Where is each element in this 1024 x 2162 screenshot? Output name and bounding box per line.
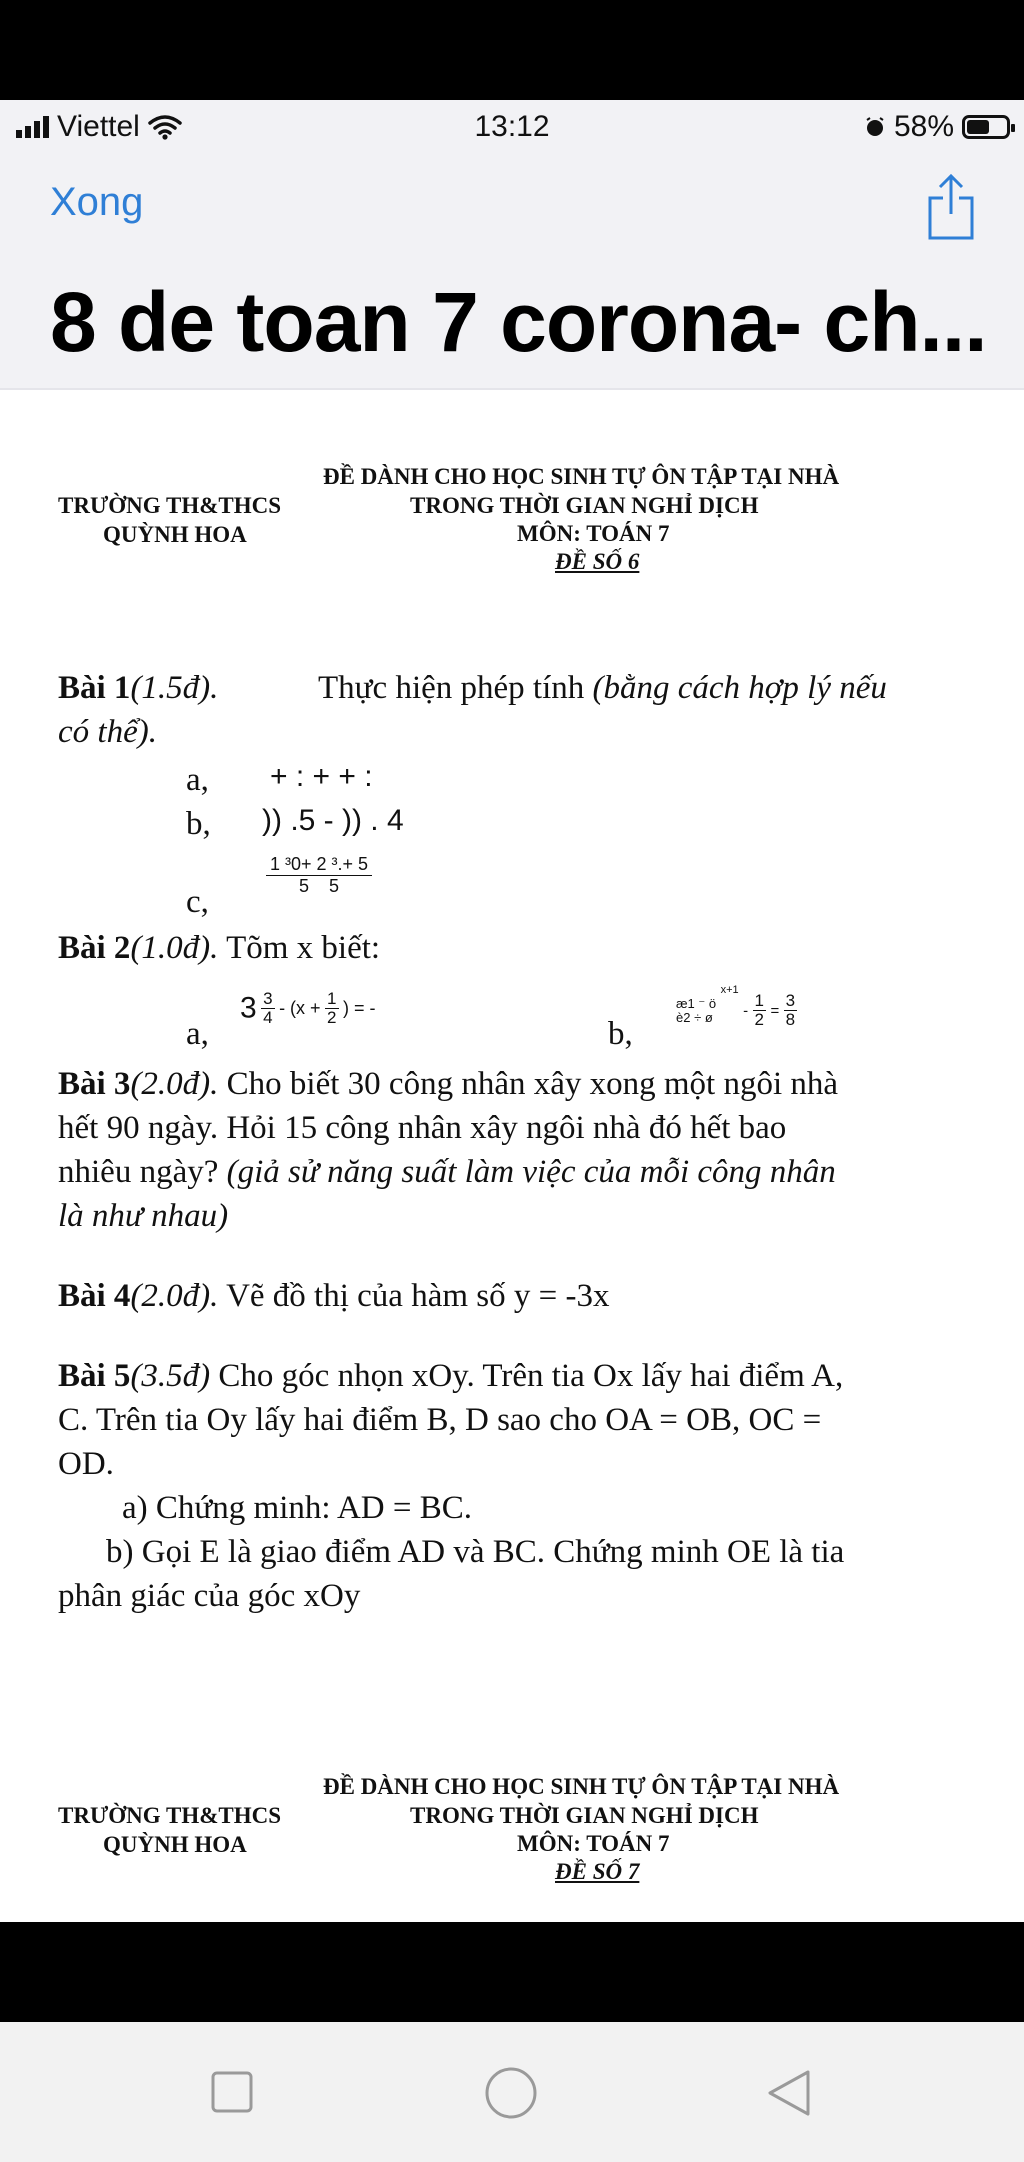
status-time: 13:12 bbox=[474, 110, 550, 143]
bai1-label: Bài 1 bbox=[58, 670, 131, 706]
bai2-b-frac1 bbox=[753, 992, 766, 1029]
alarm-icon bbox=[864, 116, 886, 138]
home-icon[interactable] bbox=[484, 2066, 538, 2120]
bai3-label: Bài 3 bbox=[58, 1066, 131, 1102]
bottom-letterbox bbox=[0, 1922, 1024, 2022]
bai2-b-frac1-den: 2 bbox=[754, 1010, 764, 1030]
exam-header-line2: TRONG THỜI GIAN NGHỈ DỊCH bbox=[410, 493, 759, 518]
bai1-b-label: b, bbox=[186, 806, 211, 842]
bai2-a-label: a, bbox=[186, 1016, 209, 1052]
bai2-a-expr bbox=[240, 990, 375, 1027]
bai3-text3a: nhiêu ngày? bbox=[58, 1154, 219, 1190]
battery-group bbox=[864, 110, 1010, 144]
carrier-name: Viettel bbox=[57, 110, 140, 143]
bai1-a-expr: + : + + : bbox=[270, 760, 373, 793]
bai5-part-b2: phân giác của góc xOy bbox=[58, 1578, 361, 1614]
bai2-b-frac2 bbox=[784, 992, 797, 1029]
exam-header-line1-2: ĐỀ DÀNH CHO HỌC SINH TỰ ÔN TẬP TẠI NHÀ bbox=[323, 1774, 840, 1799]
bai2-a-base: 3 bbox=[240, 991, 257, 1025]
exam-number-2: ĐỀ SỐ 7 bbox=[555, 1859, 640, 1884]
bai4-text: Vẽ đồ thị của hàm số y = -3x bbox=[226, 1278, 610, 1314]
bai1-instruction bbox=[318, 670, 887, 707]
bai2-b-frac1-num: 1 bbox=[754, 991, 764, 1011]
bai1-note: (bằng cách hợp lý nếu bbox=[592, 670, 887, 706]
page-title: 8 de toan 7 corona- ch... bbox=[50, 275, 987, 369]
bai1-b-expr: )) .5 - )) . 4 bbox=[262, 804, 404, 837]
bai5-line2: C. Trên tia Oy lấy hai điểm B, D sao cho OA = OB, OC = bbox=[58, 1402, 822, 1438]
bai5-text1: Cho góc nhọn xOy. Trên tia Ox lấy hai điểm A, bbox=[218, 1358, 844, 1394]
bai5-line1 bbox=[58, 1358, 843, 1395]
bai5-points: (3.5đ) bbox=[130, 1358, 211, 1394]
bai5-part-b1: b) Gọi E là giao điểm AD và BC. Chứng minh OE là tia bbox=[106, 1534, 845, 1570]
bai2-a-frac1-den: 4 bbox=[263, 1008, 273, 1027]
android-nav-bar bbox=[0, 2022, 1024, 2162]
bai1-c-denominator: 5 5 bbox=[299, 876, 340, 896]
school-name-line1: TRƯỜNG TH&THCS bbox=[58, 493, 282, 518]
bai2-a-frac2-num: 1 bbox=[327, 989, 337, 1008]
bai1-a-label: a, bbox=[186, 762, 209, 798]
battery-percent: 58% bbox=[893, 110, 954, 143]
bai2-a-end: ) = - bbox=[342, 998, 376, 1018]
bai3-text1: Cho biết 30 công nhân xây xong một ngôi nhà bbox=[226, 1066, 839, 1102]
bai2-a-frac1 bbox=[261, 990, 274, 1027]
school-name-line1-2: TRƯỜNG TH&THCS bbox=[58, 1803, 282, 1828]
bai1-line bbox=[58, 670, 218, 707]
back-icon[interactable] bbox=[764, 2068, 812, 2118]
bai2-b-expr bbox=[676, 984, 797, 1029]
exam-header-line2-2: TRONG THỜI GIAN NGHỈ DỊCH bbox=[410, 1803, 759, 1828]
top-letterbox bbox=[0, 0, 1024, 100]
exam-number: ĐỀ SỐ 6 bbox=[555, 549, 640, 574]
bai1-note2 bbox=[58, 714, 157, 751]
bai1-c-fraction bbox=[266, 854, 372, 897]
bai3-text3b: (giả sử năng suất làm việc của mỗi công nhân bbox=[226, 1154, 836, 1190]
bai2-a-mid: - (x + bbox=[279, 998, 321, 1018]
bai4-points: (2.0đ). bbox=[130, 1278, 219, 1314]
exam-subject: MÔN: TOÁN 7 bbox=[517, 521, 670, 546]
bai2-b-frac2-den: 8 bbox=[785, 1010, 796, 1030]
bai1-points: (1.5đ). bbox=[130, 670, 219, 706]
bai4-line bbox=[58, 1278, 609, 1315]
bai5-part-a: a) Chứng minh: AD = BC. bbox=[122, 1490, 473, 1526]
bai2-line bbox=[58, 930, 380, 967]
school-name-line2: QUỲNH HOA bbox=[103, 522, 247, 547]
bai1-note2-text: có thể). bbox=[58, 714, 157, 750]
bai2-b-minus: - bbox=[743, 1002, 749, 1020]
bai2-b-label: b, bbox=[608, 1016, 633, 1052]
bai2-b-eq: = bbox=[770, 1002, 780, 1020]
exam-header-line1: ĐỀ DÀNH CHO HỌC SINH TỰ ÔN TẬP TẠI NHÀ bbox=[323, 464, 840, 489]
bai3-line3 bbox=[58, 1154, 836, 1191]
bai3-line1 bbox=[58, 1066, 838, 1103]
exam-subject-2: MÔN: TOÁN 7 bbox=[517, 1831, 670, 1856]
bai2-text: Tõm x biết: bbox=[226, 930, 381, 966]
bai2-a-frac2 bbox=[325, 990, 338, 1027]
bai2-b-frac2-num: 3 bbox=[785, 991, 796, 1011]
recent-apps-icon[interactable] bbox=[210, 2070, 254, 2114]
bai5-line3: OD. bbox=[58, 1446, 114, 1482]
share-icon[interactable] bbox=[926, 172, 976, 242]
bai1-text: Thực hiện phép tính bbox=[318, 670, 585, 706]
bai2-b-paren bbox=[676, 997, 716, 1025]
bai2-b-exponent: x+1 bbox=[720, 984, 739, 996]
bai2-a-frac1-num: 3 bbox=[263, 989, 273, 1008]
bai3-line2: hết 90 ngày. Hỏi 15 công nhân xây ngôi nhà đó hết bao bbox=[58, 1110, 787, 1146]
bai3-text4: là như nhau) bbox=[58, 1198, 229, 1234]
bai2-points: (1.0đ). bbox=[130, 930, 219, 966]
school-name-line2-2: QUỲNH HOA bbox=[103, 1832, 247, 1857]
bai1-c-label: c, bbox=[186, 884, 209, 920]
bai5-label: Bài 5 bbox=[58, 1358, 131, 1394]
bai2-label: Bài 2 bbox=[58, 930, 131, 966]
bai2-b-paren-top: æ1 ⁻ ö bbox=[676, 995, 717, 1011]
bai4-label: Bài 4 bbox=[58, 1278, 131, 1314]
bai2-b-paren-bottom: è2 ÷ ø bbox=[676, 1009, 713, 1025]
bai3-points: (2.0đ). bbox=[130, 1066, 219, 1102]
bai3-line4 bbox=[58, 1198, 228, 1235]
bai1-c-numerator: 1 ³0+ 2 ³.+ 5 bbox=[266, 854, 372, 876]
bai2-a-frac2-den: 2 bbox=[327, 1008, 337, 1027]
done-button[interactable]: Xong bbox=[50, 180, 144, 224]
battery-icon bbox=[962, 115, 1010, 139]
document-page[interactable] bbox=[0, 390, 1024, 1922]
